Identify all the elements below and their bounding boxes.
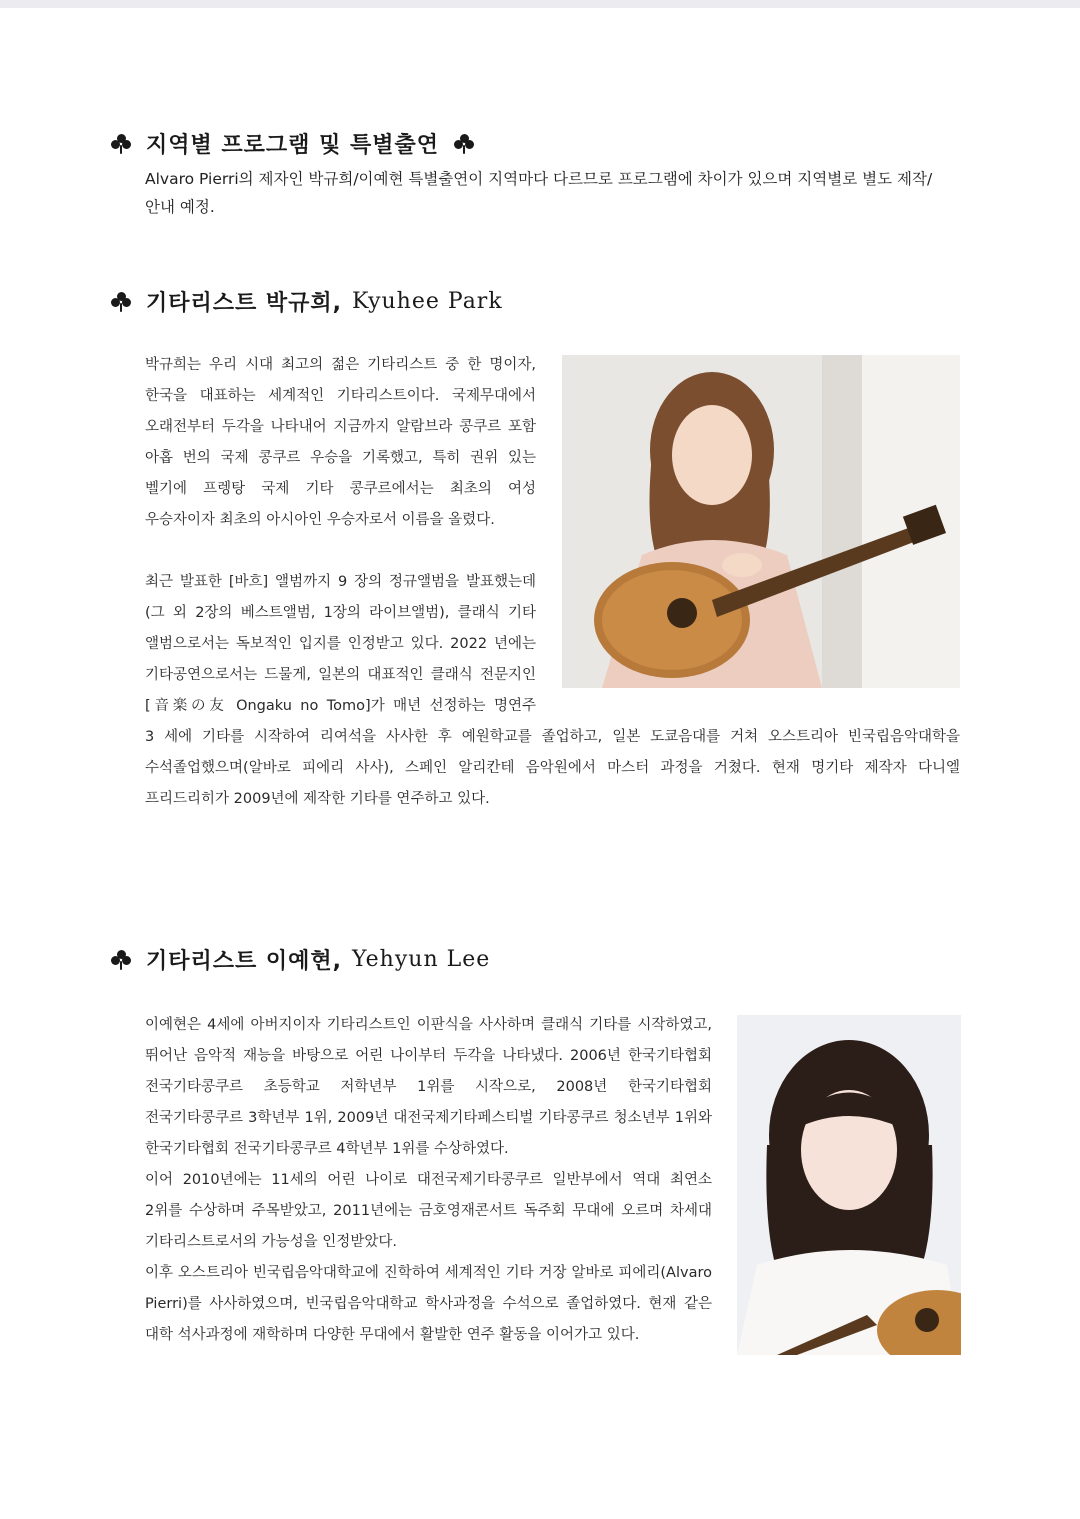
- bio-paragraph: 최근 발표한 [바흐] 앨범까지 9 장의 정규앨범을 발표했는데 (그 외 2장의 베스트앨범, 1장의 라이브앨범), 클래식 기타 앨범으로서는 독보적인 입지를 인정받고 있다. 2022 년에는 기타공연으로서는 드물게, 일본의 대표적인 클래식 전문지인 [音楽の友 Ongaku no Tomo]가 매년 선정하는 명연주: [145, 574, 536, 714]
- yehyun-lee-photo: [737, 1015, 961, 1355]
- kyuhee-bio-part2: [145, 567, 536, 722]
- top-bar: [0, 0, 1080, 8]
- section-heading-kyuhee: [110, 286, 503, 317]
- bio-paragraph: 이어 2010년에는 11세의 어린 나이로 대전국제기타콩쿠르 일반부에서 역대 최연소 2위를 수상하며 주목받았고, 2011년에는 금호영재콘서트 독주회 무대에 오르며 차세대 기타리스트로서의 가능성을 인정받았다.: [145, 1172, 712, 1250]
- bio-paragraph: 박규희는 우리 시대 최고의 젊은 기타리스트 중 한 명이자, 한국을 대표하는 세계적인 기타리스트이다. 국제무대에서 오래전부터 두각을 나타내어 지금까지 알람브라 콩쿠르 포함 아홉 번의 국제 콩쿠르 우승을 기록했고, 특히 권위 있는 벨기에 프렝탕 국제 기타 콩쿠르에서는 최초의 여성 우승자이자 최초의 아시아인 우승자로서 이름을 올렸다.: [145, 357, 536, 528]
- kyuhee-bio-part1: [145, 350, 536, 536]
- program-note: Alvaro Pierri의 제자인 박규희/이예현 특별출연이 지역마다 다르므로 프로그램에 차이가 있으며 지역별로 별도 제작/안내 예정.: [145, 170, 933, 216]
- heading-english-name: Kyuhee Park: [352, 289, 503, 314]
- yehyun-bio: [145, 1010, 712, 1351]
- bio-paragraph: 이후 오스트리아 빈국립음악대학교에 진학하여 세계적인 기타 거장 알바로 피에리(Alvaro Pierri)를 사사하였으며, 빈국립음악대학교 학사과정을 수석으로 졸업하였다. 현재 같은 대학 석사과정에 재학하며 다양한 무대에서 활발한 연주 활동을 이어가고 있다.: [145, 1265, 712, 1343]
- heading-korean-name: 기타리스트 박규희,: [146, 291, 343, 316]
- heading-english-name: Yehyun Lee: [352, 947, 491, 972]
- section-heading-program: [110, 128, 475, 159]
- kyuhee-park-photo: [562, 355, 960, 688]
- club-icon: [110, 291, 132, 313]
- kyuhee-bio-part3: [145, 722, 960, 815]
- club-icon: [453, 133, 475, 155]
- club-icon: [110, 133, 132, 155]
- bio-paragraph: 3 세에 기타를 시작하여 리여석을 사사한 후 예원학교를 졸업하고, 일본 도쿄음대를 거쳐 오스트리아 빈국립음악대학을 수석졸업했으며(알바로 피에리 사사), 스페인 알리칸테 음악원에서 마스터 과정을 거쳤다. 현재 명기타 제작자 다니엘 프리드리히가 2009년에 제작한 기타를 연주하고 있다.: [145, 729, 960, 807]
- heading-korean-name: 기타리스트 이예현,: [146, 949, 343, 974]
- section-heading-yehyun: [110, 944, 490, 975]
- section-title: 지역별 프로그램 및 특별출연: [146, 133, 440, 158]
- bio-paragraph: 이예현은 4세에 아버지이자 기타리스트인 이판식을 사사하며 클래식 기타를 시작하였고, 뛰어난 음악적 재능을 바탕으로 어린 나이부터 두각을 나타냈다. 2006년 한국기타협회 전국기타콩쿠르 초등학교 저학년부 1위를 시작으로, 2008년 한국기타협회 전국기타콩쿠르 3학년부 1위, 2009년 대전국제기타페스티벌 기타콩쿠르 청소년부 1위와 한국기타협회 전국기타콩쿠르 4학년부 1위를 수상하였다.: [145, 1017, 712, 1157]
- club-icon: [110, 949, 132, 971]
